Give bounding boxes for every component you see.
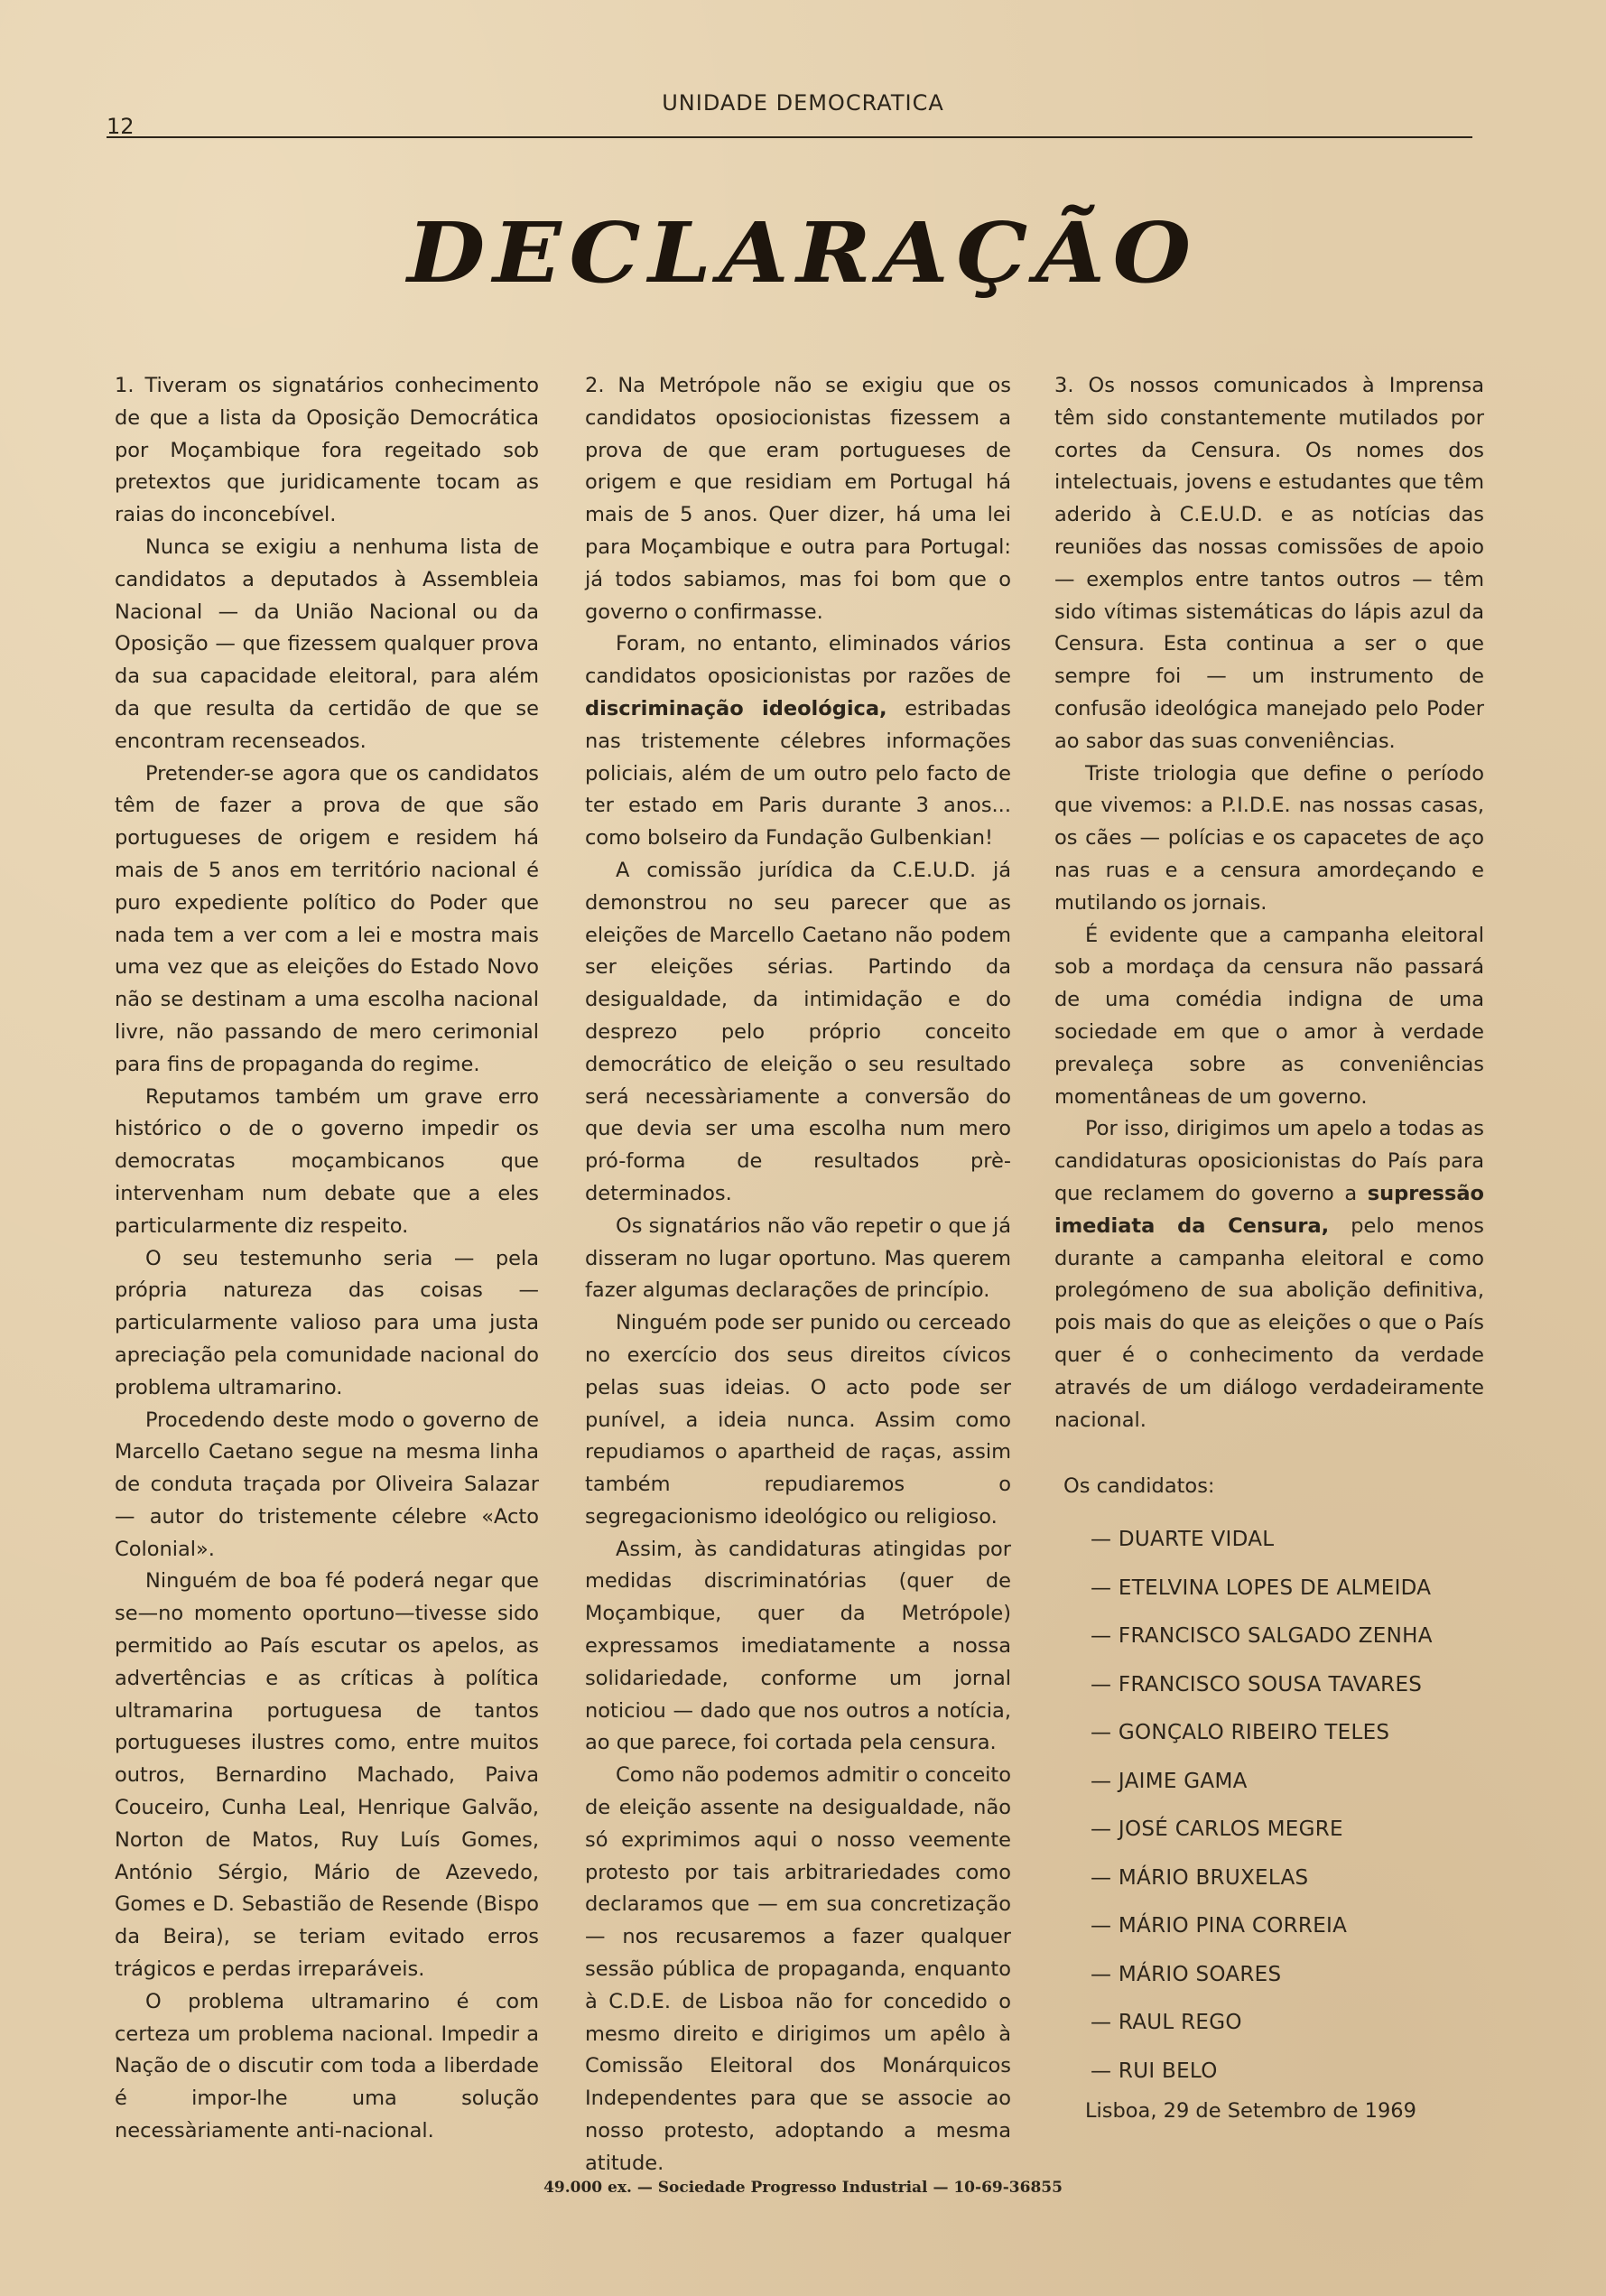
candidate-name: — RAUL REGO bbox=[1091, 2011, 1242, 2035]
paragraph: Pretender-se agora que os candidatos têm de fazer a prova de que são portugueses de origem e residem há mais de 5 anos em território nacional é puro expediente político do Poder que nada tem a ver com a lei e mostra mais uma vez que as eleições do Estado Novo não se destinam a uma escolha nacional livre, não passando de mero cerimonial para fins de propaganda do regime. bbox=[115, 761, 539, 1076]
page-number: 12 bbox=[107, 114, 135, 139]
column-3 bbox=[1054, 370, 1484, 2128]
paragraph: Assim, às candidaturas atingidas por medidas discriminatórias (quer de Moçambique, quer da Metrópole) expressamos imediatamente a nossa solidariedade, conforme um jornal noticiou — dado que nos outros a notícia, ao que parece, foi cortada pela censura. bbox=[585, 1537, 1011, 1755]
page-title: DECLARAÇÃO bbox=[407, 204, 1199, 302]
candidates-list bbox=[1054, 1516, 1484, 2096]
signoff-date: Lisboa, 29 de Setembro de 1969 bbox=[1085, 2099, 1416, 2124]
column-1 bbox=[115, 370, 539, 2148]
candidate-name: — JAIME GAMA bbox=[1091, 1769, 1248, 1793]
text-run: Por isso, dirigimos um apelo a todas as candidaturas oposicionistas do País para que reclamem do governo a bbox=[1054, 1117, 1484, 1205]
paragraph: A comissão jurídica da C.E.U.D. já demonstrou no seu parecer que as eleições de Marcello Caetano não podem ser eleições sérias. Partindo da desigualdade, da intimidação e do desprezo pelo próprio conceito democrático de eleição o seu resultado será necessàriamente a conversão do que devia ser uma escolha num mero pró-forma de resultados prè-determinados. bbox=[585, 858, 1011, 1205]
print-footer: 49.000 ex. — Sociedade Progresso Industrial — 10-69-36855 bbox=[543, 2179, 1063, 2197]
candidate-name: — JOSÉ CARLOS MEGRE bbox=[1091, 1817, 1343, 1842]
paragraph bbox=[1054, 1113, 1484, 1436]
paragraph: Reputamos também um grave erro histórico o de o governo impedir os democratas moçambicanos que intervenham num debate que a eles particularmente diz respeito. bbox=[115, 1084, 539, 1238]
header-rule bbox=[107, 136, 1472, 138]
paragraph: 2. Na Metrópole não se exigiu que os candidatos oposiocionistas fizessem a prova de que eram portugueses de origem e que residiam em Portugal há mais de 5 anos. Quer dizer, há uma lei para Moçambique e outra para Portugal: já todos sabiamos, mas foi bom que o governo o confirmasse. bbox=[585, 374, 1011, 624]
candidate-name: — RUI BELO bbox=[1091, 2059, 1218, 2083]
candidate-name: — MÁRIO BRUXELAS bbox=[1091, 1865, 1309, 1890]
text-run: estribadas nas tristemente célebres informações policiais, além de um outro pelo facto de ter estado em Paris durante 3 anos... como bolseiro da Fundação Gulbenkian! bbox=[585, 696, 1011, 851]
paragraph: Procedendo deste modo o governo de Marcello Caetano segue na mesma linha de conduta traçada por Oliveira Salazar — autor do tristemente célebre «Acto Colonial». bbox=[115, 1408, 539, 1561]
candidate-name: — DUARTE VIDAL bbox=[1091, 1528, 1275, 1552]
paragraph: Ninguém de boa fé poderá negar que se—no momento oportuno—tivesse sido permitido ao País escutar os apelos, as advertências e as críticas à política ultramarina portuguesa de tantos portugueses ilustres como, entre muitos outros, Bernardino Machado, Paiva Couceiro, Cunha Leal, Henrique Galvão, Norton de Matos, Ruy Luís Gomes, António Sérgio, Mário de Azevedo, Gomes e D. Sebastião de Resende (Bispo da Beira), se teriam evitado erros trágicos e perdas irreparáveis. bbox=[115, 1569, 539, 1982]
paragraph: Os signatários não vão repetir o que já disseram no lugar oportuno. Mas querem fazer algumas declarações de princípio. bbox=[585, 1213, 1011, 1303]
emphasis-text: supressão imediata da Censura, bbox=[1054, 1181, 1484, 1238]
candidate-name: — FRANCISCO SALGADO ZENHA bbox=[1091, 1624, 1433, 1649]
column-2 bbox=[585, 370, 1011, 2180]
paragraph: Nunca se exigiu a nenhuma lista de candidatos a deputados à Assembleia Nacional — da União Nacional ou da Oposição — que fizessem qualquer prova da sua capacidade eleitoral, para além da que resulta da certidão de que se encontram recenseados. bbox=[115, 534, 539, 753]
candidates-label: Os candidatos: bbox=[1063, 1474, 1215, 1499]
paragraph: 1. Tiveram os signatários conhecimento de que a lista da Oposição Democrática por Moçambique fora regeitado sob pretextos que juridicamente tocam as raias do inconcebível. bbox=[115, 374, 539, 527]
paragraph: Triste triologia que define o período que vivemos: a P.I.D.E. nas nossas casas, os cães — polícias e os capacetes de aço nas ruas e a censura amordeçando e mutilando os jornais. bbox=[1054, 761, 1484, 915]
paragraph: Ninguém pode ser punido ou cerceado no exercício dos seus direitos cívicos pelas suas ideias. O acto pode ser punível, a ideia nunca. Assim como repudiamos o apartheid de raças, assim também repudiaremos o segregacionismo ideológico ou religioso. bbox=[585, 1311, 1011, 1529]
running-head: UNIDADE DEMOCRATICA bbox=[662, 90, 944, 116]
paragraph: O problema ultramarino é com certeza um problema nacional. Impedir a Nação de o discutir com toda a liberdade é impor-lhe uma solução necessàriamente anti-nacional. bbox=[115, 1989, 539, 2143]
candidate-name: — GONÇALO RIBEIRO TELES bbox=[1091, 1721, 1390, 1745]
text-run: Foram, no entanto, eliminados vários candidatos oposicionistas por razões de bbox=[585, 632, 1011, 689]
emphasis-text: discriminação ideológica, bbox=[585, 696, 887, 720]
paragraph: Como não podemos admitir o conceito de eleição assente na desigualdade, não só exprimimos aqui o nosso veemente protesto por tais arbitrariedades como declaramos que — em sua concretização — nos recusaremos a fazer qualquer sessão pública de propaganda, enquanto à C.D.E. de Lisboa não for concedido o mesmo direito e dirigimos um apêlo à Comissão Eleitoral dos Monárquicos Independentes para que se associe ao nosso protesto, adoptando a mesma atitude. bbox=[585, 1763, 1011, 2175]
text-run: pelo menos durante a campanha eleitoral e como prolegómeno de sua abolição definitiva, pois mais do que as eleições o que o País quer é o conhecimento da verdade através de um diálogo verdadeiramente nacional. bbox=[1054, 1213, 1484, 1432]
paragraph: O seu testemunho seria — pela própria natureza das coisas — particularmente valioso para uma justa apreciação pela comunidade nacional do problema ultramarino. bbox=[115, 1246, 539, 1399]
candidate-name: — MÁRIO SOARES bbox=[1091, 1962, 1282, 1986]
paragraph: É evidente que a campanha eleitoral sob a mordaça da censura não passará de uma comédia indigna de uma sociedade em que o amor à verdade prevaleça sobre as conveniências momentâneas de um governo. bbox=[1054, 923, 1484, 1109]
paragraph: 3. Os nossos comunicados à Imprensa têm sido constantemente mutilados por cortes da Censura. Os nomes dos intelectuais, jovens e estudantes que têm aderido à C.E.U.D. e as notícias das reuniões das nossas comissões de apoio — exemplos entre tantos outros — têm sido vítimas sistemáticas do lápis azul da Censura. Esta continua a ser o que sempre foi — um instrumento de confusão ideológica manejado pelo Poder ao sabor das suas conveniências. bbox=[1054, 374, 1484, 753]
candidate-name: — ETELVINA LOPES DE ALMEIDA bbox=[1091, 1576, 1432, 1600]
paragraph bbox=[585, 628, 1011, 855]
candidate-name: — FRANCISCO SOUSA TAVARES bbox=[1091, 1672, 1423, 1696]
candidate-name: — MÁRIO PINA CORREIA bbox=[1091, 1914, 1348, 1938]
